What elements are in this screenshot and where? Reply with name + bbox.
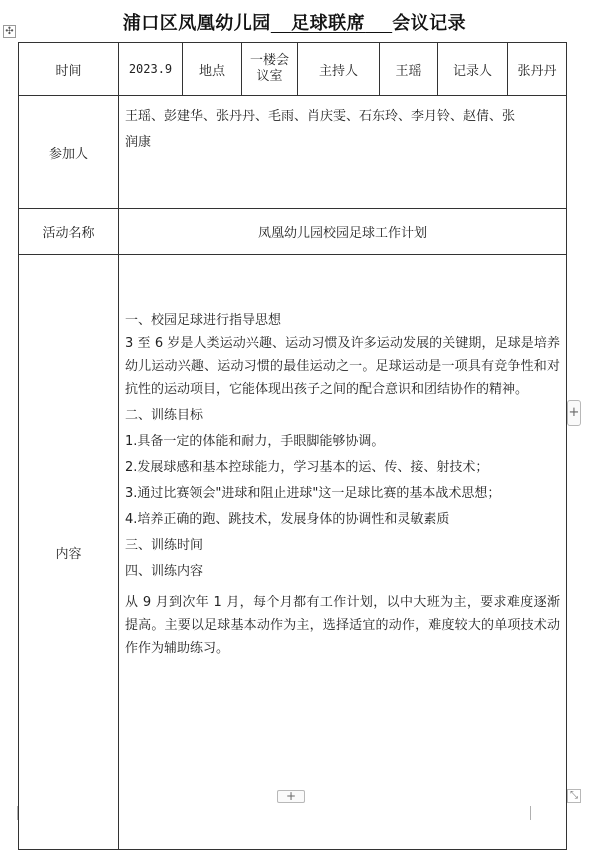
recorder-value[interactable]: 张丹丹 bbox=[508, 43, 567, 96]
content-paragraph-training: 从 9 月到次年 1 月，每个月都有工作计划，以中大班为主，要求难度逐渐提高。主要以足球基本动作为主，选择适宜的动作，难度较大的单项技术动作作为辅助练习。 bbox=[125, 595, 560, 656]
participants-row bbox=[19, 96, 567, 209]
meeting-record-table bbox=[18, 42, 567, 850]
location-value[interactable]: 一楼会 议室 bbox=[242, 43, 298, 96]
host-value[interactable]: 王瑶 bbox=[380, 43, 438, 96]
recorder-label[interactable]: 记录人 bbox=[438, 43, 508, 96]
activity-label[interactable]: 活动名称 bbox=[19, 209, 119, 255]
content-goal-3: 3.通过比赛领会"进球和阻止进球"这一足球比赛的基本战术思想； bbox=[125, 486, 501, 501]
participants-value[interactable]: 王瑶、彭建华、张丹丹、毛雨、肖庆雯、石东玲、李月铃、赵倩、张 润康 bbox=[119, 96, 567, 209]
time-value[interactable]: 2023.9 bbox=[119, 43, 183, 96]
activity-row bbox=[19, 209, 567, 255]
add-row-plus-icon[interactable]: + bbox=[277, 790, 305, 803]
content-body[interactable] bbox=[119, 255, 567, 850]
content-goal-1: 1.具备一定的体能和耐力，手眼脚能够协调。 bbox=[125, 434, 385, 449]
content-heading-goals: 二、训练目标 bbox=[125, 408, 204, 423]
content-goal-4: 4.培养正确的跑、跳技术，发展身体的协调性和灵敏素质 bbox=[125, 512, 450, 527]
location-label[interactable]: 地点 bbox=[183, 43, 242, 96]
table-move-icon[interactable]: ✣ bbox=[3, 25, 16, 38]
content-label[interactable]: 内容 bbox=[19, 255, 119, 850]
content-heading-time: 三、训练时间 bbox=[125, 538, 204, 553]
title-prefix: 浦口区凤凰幼儿园 bbox=[122, 13, 271, 34]
participants-label[interactable]: 参加人 bbox=[19, 96, 119, 209]
title-suffix: 会议记录 bbox=[392, 13, 467, 34]
time-label[interactable]: 时间 bbox=[19, 43, 119, 96]
title-event: 足球联席 bbox=[291, 13, 366, 34]
content-row bbox=[19, 255, 567, 850]
content-heading-training: 四、训练内容 bbox=[125, 564, 204, 579]
activity-value[interactable]: 凤凰幼儿园校园足球工作计划 bbox=[119, 209, 567, 255]
page-margin-corner-right bbox=[530, 806, 540, 820]
info-row bbox=[19, 43, 567, 96]
page-margin-corner-left bbox=[8, 806, 18, 820]
host-label[interactable]: 主持人 bbox=[298, 43, 380, 96]
content-heading-guidance: 一、校园足球进行指导思想 bbox=[125, 313, 282, 328]
document-title bbox=[0, 9, 589, 35]
table-resize-icon[interactable]: ⤡ bbox=[567, 789, 581, 803]
content-paragraph-guidance: 3 至 6 岁是人类运动兴趣、运动习惯及许多运动发展的关键期，足球是培养幼儿运动兴趣、运动习惯的最佳运动之一。足球运动是一项具有竞争性和对抗性的运动项目，它能体现出孩子之间的配合意识和团结协作的精神。 bbox=[125, 336, 560, 397]
add-column-plus-icon[interactable]: + bbox=[567, 400, 581, 426]
content-goal-2: 2.发展球感和基本控球能力，学习基本的运、传、接、射技术； bbox=[125, 460, 489, 475]
